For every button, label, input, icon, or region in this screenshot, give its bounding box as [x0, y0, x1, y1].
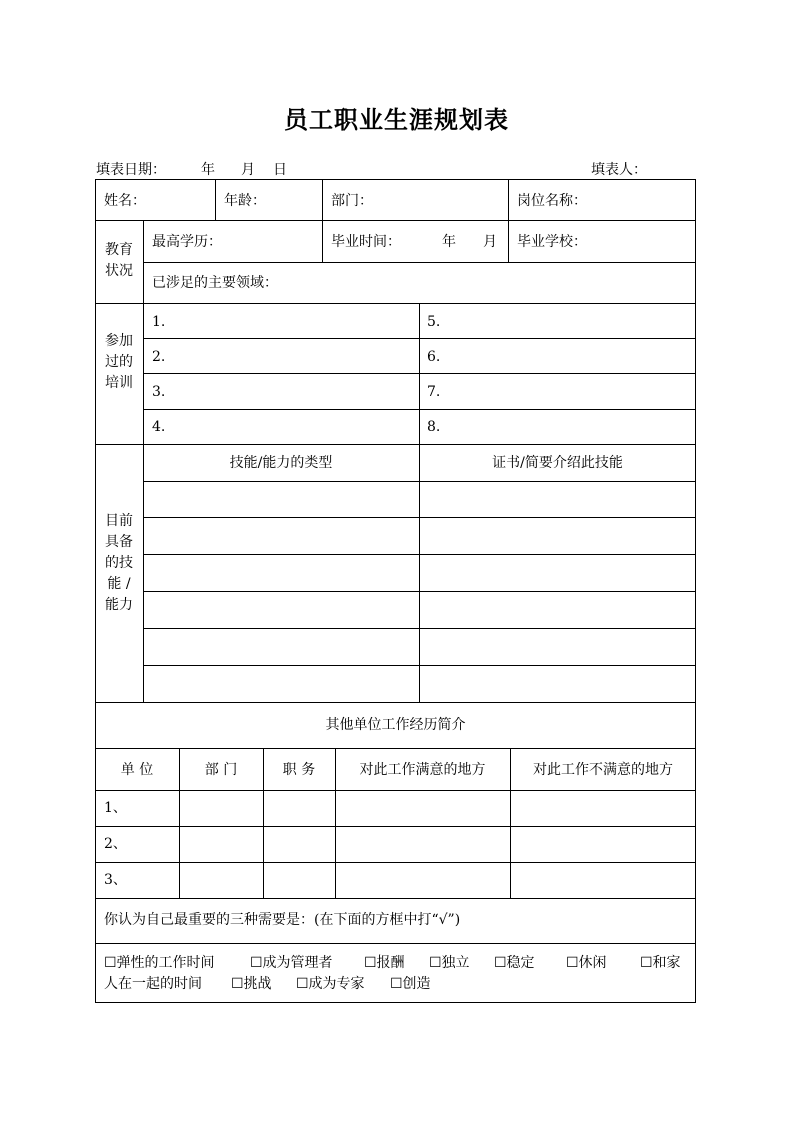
age-field-label: 年龄：	[224, 193, 266, 209]
rule	[95, 702, 696, 703]
training-item: 6.	[427, 349, 441, 365]
need-option-independence[interactable]: ☐独立	[429, 955, 470, 971]
need-option-challenge[interactable]: ☐挑战	[231, 976, 272, 992]
experience-column-header: 单 位	[120, 762, 154, 778]
training-item: 7.	[427, 384, 441, 400]
experience-section-title: 其他单位工作经历简介	[325, 717, 466, 733]
graduation-time-label: 毕业时间：	[331, 234, 401, 250]
training-section-label: 参加 过的 培训	[105, 333, 133, 391]
need-option-flexible-time[interactable]: ☐弹性的工作时间	[104, 955, 215, 971]
training-item: 2.	[152, 349, 166, 365]
experience-row-number: 3、	[104, 872, 127, 888]
rule	[419, 303, 420, 702]
rule	[143, 262, 696, 263]
need-option-leisure[interactable]: ☐休闲	[566, 955, 607, 971]
education-section-label: 教育 状况	[105, 242, 133, 279]
graduation-month: 月	[483, 234, 497, 250]
experience-column-header: 职 务	[282, 762, 316, 778]
rule	[95, 303, 696, 304]
rule	[215, 179, 216, 220]
skill-type-column-header: 技能/能力的类型	[229, 455, 333, 471]
need-option-family-cont: 人在一起的时间	[104, 976, 202, 992]
training-item: 3.	[152, 384, 166, 400]
page-title: 员工职业生涯规划表	[284, 106, 509, 134]
need-option-manager[interactable]: ☐成为管理者	[250, 955, 333, 971]
rule	[95, 748, 696, 749]
rule	[95, 790, 696, 791]
fill-date-day: 日	[273, 162, 287, 178]
training-item: 5.	[427, 314, 441, 330]
rule	[322, 179, 323, 262]
needs-question: 你认为自己最重要的三种需要是：(在下面的方框中打“√”)	[104, 912, 461, 928]
need-option-pay[interactable]: ☐报酬	[364, 955, 405, 971]
name-field-label: 姓名：	[104, 193, 146, 209]
degree-field-label: 最高学历：	[152, 234, 222, 250]
experience-column-header: 对此工作满意的地方	[359, 762, 486, 778]
fill-date-label: 填表日期：	[96, 162, 166, 178]
need-option-creativity[interactable]: ☐创造	[390, 976, 431, 992]
rule	[95, 444, 696, 445]
need-option-stability[interactable]: ☐稳定	[494, 955, 535, 971]
fill-date-year: 年	[201, 162, 215, 178]
fill-date-month: 月	[241, 162, 255, 178]
training-item: 8.	[427, 419, 441, 435]
training-item: 4.	[152, 419, 166, 435]
rule	[508, 179, 509, 262]
department-field-label: 部门：	[331, 193, 373, 209]
training-item: 1.	[152, 314, 166, 330]
rule	[95, 943, 696, 944]
school-field-label: 毕业学校：	[517, 234, 587, 250]
experience-column-header: 对此工作不满意的地方	[533, 762, 673, 778]
rule	[95, 220, 696, 221]
skills-section-label: 目前 具备 的技 能 / 能力	[105, 513, 133, 613]
experience-row-number: 1、	[104, 800, 127, 816]
position-field-label: 岗位名称：	[517, 193, 587, 209]
need-option-expert[interactable]: ☐成为专家	[296, 976, 365, 992]
graduation-year: 年	[442, 234, 456, 250]
rule	[95, 826, 696, 827]
need-option-family[interactable]: ☐和家	[640, 955, 681, 971]
fields-field-label: 已涉足的主要领域：	[152, 275, 278, 291]
filler-label: 填表人：	[591, 162, 647, 178]
rule	[95, 862, 696, 863]
rule	[95, 898, 696, 899]
experience-row-number: 2、	[104, 836, 127, 852]
experience-column-header: 部 门	[204, 762, 238, 778]
certificate-column-header: 证书/简要介绍此技能	[492, 455, 623, 471]
